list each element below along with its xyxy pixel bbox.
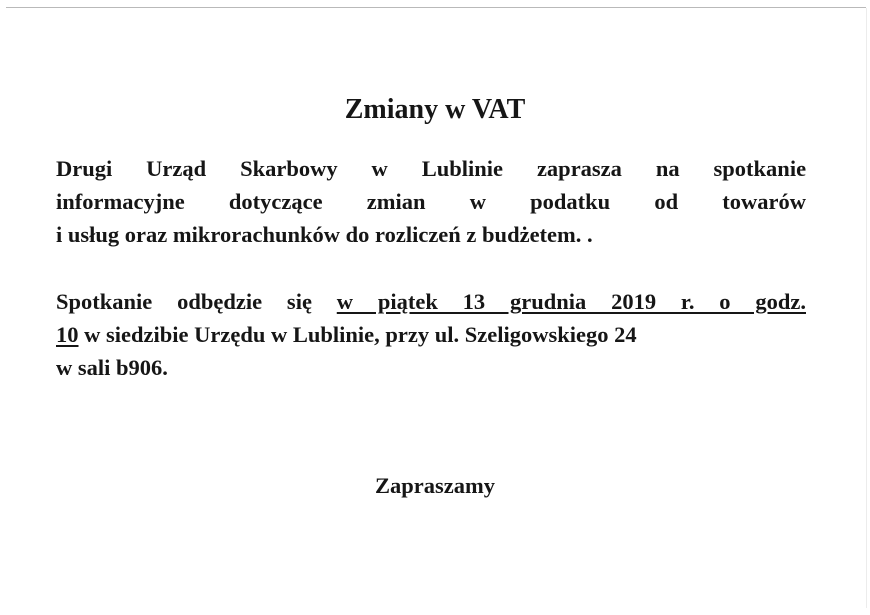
meeting-details-paragraph bbox=[56, 285, 806, 384]
scan-edge-top bbox=[6, 7, 866, 8]
paragraph1-line-1: Drugi Urząd Skarbowy w Lublinie zaprasza na spotkanie bbox=[56, 156, 807, 181]
document-title: Zmiany w VAT bbox=[344, 94, 526, 125]
meeting-intro: Spotkanie odbędzie się bbox=[56, 289, 312, 314]
paragraph1-line-2: informacyjne dotyczące zmian w podatku od towarów bbox=[56, 189, 806, 214]
meeting-room: w sali b906. bbox=[56, 355, 168, 380]
paragraph2-line-1 bbox=[56, 285, 806, 318]
paragraph2-line-2 bbox=[56, 318, 806, 351]
closing-text: Zapraszamy bbox=[375, 473, 495, 498]
meeting-hour: 10 bbox=[56, 322, 79, 347]
meeting-location: w siedzibie Urzędu w Lublinie, przy ul. Szeligowskiego 24 bbox=[84, 322, 637, 347]
invitation-paragraph bbox=[56, 152, 806, 251]
meeting-date-time: w piątek 13 grudnia 2019 r. o godz. bbox=[336, 289, 806, 314]
paragraph1-line-3: i usług oraz mikrorachunków do rozliczeń z budżetem. . bbox=[56, 222, 593, 247]
